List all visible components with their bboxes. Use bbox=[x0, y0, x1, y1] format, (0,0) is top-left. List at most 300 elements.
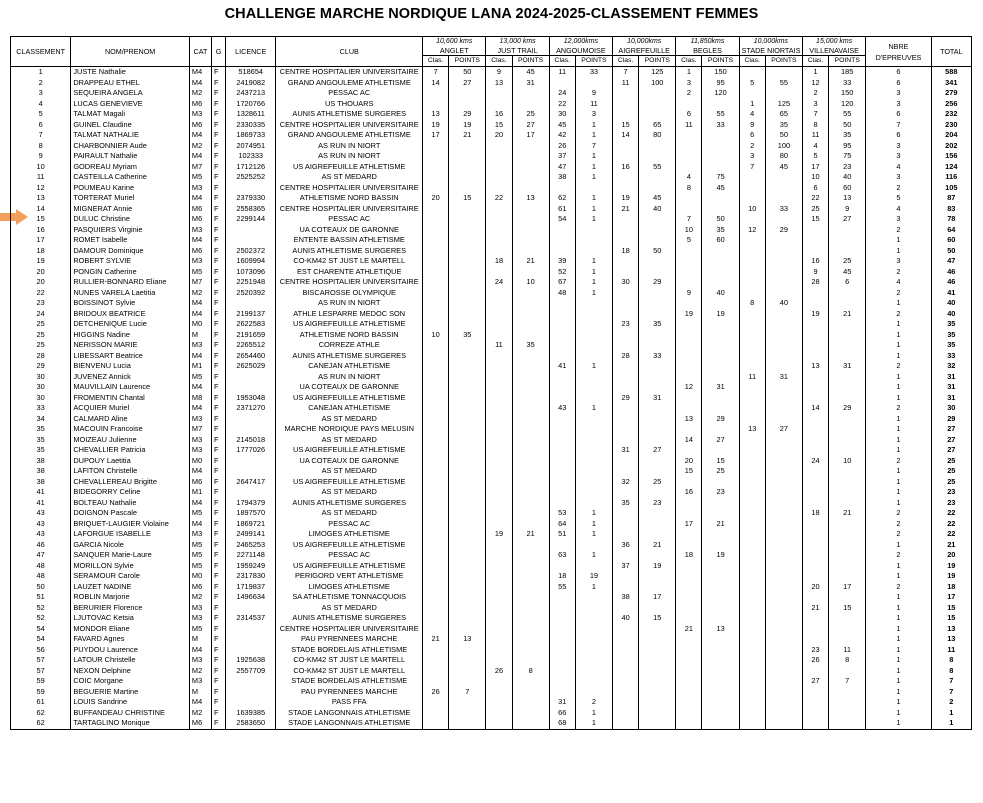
points-cell bbox=[765, 624, 802, 635]
epreuves-cell: 1 bbox=[866, 498, 931, 509]
points-cell: 7 bbox=[575, 141, 612, 152]
points-cell bbox=[512, 372, 549, 383]
points-cell bbox=[765, 613, 802, 624]
clas-cell bbox=[739, 466, 765, 477]
total-cell: 17 bbox=[931, 592, 971, 603]
name-cell: DAMOUR Dominique bbox=[71, 246, 190, 257]
clas-cell: 19 bbox=[486, 529, 512, 540]
clas-cell bbox=[613, 687, 639, 698]
points-cell bbox=[765, 697, 802, 708]
epreuves-cell: 4 bbox=[866, 162, 931, 173]
licence-cell: 1897570 bbox=[226, 508, 276, 519]
clas-cell bbox=[676, 340, 702, 351]
clas-cell bbox=[549, 445, 575, 456]
name-cell: JUSTE Nathalie bbox=[71, 67, 190, 78]
clas-cell bbox=[613, 603, 639, 614]
table-row bbox=[11, 109, 972, 120]
total-cell: 31 bbox=[931, 393, 971, 404]
name-cell: PUYDOU Laurence bbox=[71, 645, 190, 656]
total-cell: 40 bbox=[931, 309, 971, 320]
points-cell bbox=[512, 718, 549, 729]
gender-cell: F bbox=[212, 519, 226, 530]
points-cell: 185 bbox=[829, 67, 866, 78]
clas-cell bbox=[802, 246, 828, 257]
points-cell: 1 bbox=[575, 718, 612, 729]
points-cell: 45 bbox=[829, 267, 866, 278]
header-clas: Clas. bbox=[549, 56, 575, 67]
clas-cell bbox=[486, 288, 512, 299]
clas-cell bbox=[802, 466, 828, 477]
points-cell: 120 bbox=[702, 88, 739, 99]
rank-cell: 46 bbox=[11, 540, 71, 551]
cat-cell: M bbox=[189, 330, 211, 341]
table-row bbox=[11, 655, 972, 666]
cat-cell: M3 bbox=[189, 445, 211, 456]
clas-cell: 21 bbox=[676, 624, 702, 635]
clas-cell bbox=[802, 340, 828, 351]
club-cell: STADE LANGONNAIS ATHLETISME bbox=[276, 708, 423, 719]
points-cell bbox=[639, 183, 676, 194]
licence-cell: 2074951 bbox=[226, 141, 276, 152]
gender-cell: F bbox=[212, 309, 226, 320]
gender-cell: F bbox=[212, 109, 226, 120]
total-cell: 279 bbox=[931, 88, 971, 99]
points-cell bbox=[639, 99, 676, 110]
gender-cell: F bbox=[212, 235, 226, 246]
epreuves-cell: 1 bbox=[866, 718, 931, 729]
points-cell: 10 bbox=[829, 456, 866, 467]
clas-cell bbox=[739, 445, 765, 456]
clas-cell: 7 bbox=[613, 67, 639, 78]
club-cell: AUNIS ATHLETISME SURGERES bbox=[276, 498, 423, 509]
clas-cell bbox=[676, 571, 702, 582]
points-cell bbox=[765, 246, 802, 257]
licence-cell: 2622583 bbox=[226, 319, 276, 330]
clas-cell bbox=[423, 256, 449, 267]
table-row bbox=[11, 666, 972, 677]
licence-cell bbox=[226, 183, 276, 194]
points-cell bbox=[449, 508, 486, 519]
table-row bbox=[11, 687, 972, 698]
rank-cell: 18 bbox=[11, 246, 71, 257]
table-row bbox=[11, 708, 972, 719]
licence-cell: 2499141 bbox=[226, 529, 276, 540]
points-cell bbox=[765, 445, 802, 456]
rank-cell: 56 bbox=[11, 645, 71, 656]
gender-cell: F bbox=[212, 508, 226, 519]
clas-cell: 35 bbox=[613, 498, 639, 509]
points-cell: 1 bbox=[575, 172, 612, 183]
points-cell bbox=[702, 351, 739, 362]
cat-cell: M3 bbox=[189, 340, 211, 351]
points-cell: 33 bbox=[829, 78, 866, 89]
clas-cell bbox=[549, 78, 575, 89]
cat-cell: M3 bbox=[189, 529, 211, 540]
clas-cell bbox=[613, 267, 639, 278]
epreuves-cell: 1 bbox=[866, 246, 931, 257]
clas-cell bbox=[739, 519, 765, 530]
points-cell bbox=[702, 477, 739, 488]
cat-cell: M2 bbox=[189, 88, 211, 99]
clas-cell bbox=[486, 361, 512, 372]
name-cell: NEXON Delphine bbox=[71, 666, 190, 677]
table-row bbox=[11, 393, 972, 404]
clas-cell bbox=[739, 498, 765, 509]
clas-cell bbox=[423, 540, 449, 551]
cat-cell: M4 bbox=[189, 382, 211, 393]
clas-cell bbox=[613, 330, 639, 341]
points-cell: 33 bbox=[639, 351, 676, 362]
points-cell: 45 bbox=[702, 183, 739, 194]
clas-cell bbox=[802, 445, 828, 456]
total-cell: 1 bbox=[931, 718, 971, 729]
points-cell bbox=[702, 687, 739, 698]
clas-cell: 11 bbox=[613, 78, 639, 89]
points-cell: 23 bbox=[639, 498, 676, 509]
clas-cell bbox=[486, 319, 512, 330]
clas-cell bbox=[802, 319, 828, 330]
points-cell bbox=[639, 288, 676, 299]
points-cell bbox=[449, 183, 486, 194]
cat-cell: M3 bbox=[189, 613, 211, 624]
club-cell: CENTRE HOSPITALIER UNIVERSITAIRE bbox=[276, 67, 423, 78]
licence-cell: 2557709 bbox=[226, 666, 276, 677]
points-cell bbox=[765, 456, 802, 467]
points-cell: 65 bbox=[639, 120, 676, 131]
clas-cell bbox=[549, 561, 575, 572]
licence-cell bbox=[226, 697, 276, 708]
licence-cell bbox=[226, 414, 276, 425]
points-cell bbox=[449, 718, 486, 729]
points-cell bbox=[829, 487, 866, 498]
clas-cell: 2 bbox=[739, 141, 765, 152]
clas-cell bbox=[613, 382, 639, 393]
points-cell bbox=[765, 309, 802, 320]
event-venue: ANGOUMOISE bbox=[549, 46, 612, 56]
clas-cell: 52 bbox=[549, 267, 575, 278]
cat-cell: M6 bbox=[189, 582, 211, 593]
table-row bbox=[11, 99, 972, 110]
points-cell bbox=[639, 414, 676, 425]
header-clas: Clas. bbox=[486, 56, 512, 67]
clas-cell: 18 bbox=[549, 571, 575, 582]
epreuves-cell: 3 bbox=[866, 151, 931, 162]
clas-cell bbox=[486, 298, 512, 309]
club-cell: AS ST MEDARD bbox=[276, 603, 423, 614]
clas-cell bbox=[802, 687, 828, 698]
clas-cell bbox=[613, 151, 639, 162]
points-cell: 1 bbox=[575, 214, 612, 225]
points-cell bbox=[829, 477, 866, 488]
points-cell: 27 bbox=[639, 445, 676, 456]
clas-cell bbox=[486, 655, 512, 666]
club-cell: CANEJAN ATHLETISME bbox=[276, 361, 423, 372]
points-cell bbox=[512, 697, 549, 708]
clas-cell bbox=[676, 613, 702, 624]
club-cell: CENTRE HOSPITALIER UNIVERSITAIRE bbox=[276, 204, 423, 215]
clas-cell bbox=[676, 151, 702, 162]
epreuves-cell: 6 bbox=[866, 67, 931, 78]
epreuves-cell: 2 bbox=[866, 456, 931, 467]
clas-cell bbox=[549, 235, 575, 246]
epreuves-cell: 1 bbox=[866, 393, 931, 404]
gender-cell: F bbox=[212, 319, 226, 330]
gender-cell: F bbox=[212, 687, 226, 698]
name-cell: LATOUR Christelle bbox=[71, 655, 190, 666]
licence-cell: 1639385 bbox=[226, 708, 276, 719]
points-cell bbox=[512, 613, 549, 624]
gender-cell: F bbox=[212, 183, 226, 194]
points-cell: 120 bbox=[829, 99, 866, 110]
cat-cell: M6 bbox=[189, 214, 211, 225]
clas-cell: 15 bbox=[613, 120, 639, 131]
points-cell bbox=[702, 151, 739, 162]
rank-cell: 12 bbox=[11, 183, 71, 194]
clas-cell: 15 bbox=[486, 120, 512, 131]
points-cell bbox=[449, 151, 486, 162]
points-cell bbox=[449, 466, 486, 477]
points-cell bbox=[765, 435, 802, 446]
clas-cell bbox=[739, 456, 765, 467]
clas-cell bbox=[676, 246, 702, 257]
points-cell: 19 bbox=[449, 120, 486, 131]
rank-cell: 62 bbox=[11, 708, 71, 719]
clas-cell bbox=[613, 519, 639, 530]
clas-cell bbox=[802, 519, 828, 530]
points-cell bbox=[449, 172, 486, 183]
clas-cell bbox=[613, 582, 639, 593]
points-cell bbox=[512, 403, 549, 414]
epreuves-cell: 2 bbox=[866, 361, 931, 372]
total-cell: 105 bbox=[931, 183, 971, 194]
clas-cell bbox=[486, 561, 512, 572]
points-cell bbox=[575, 435, 612, 446]
name-cell: POUMEAU Karine bbox=[71, 183, 190, 194]
points-cell bbox=[765, 466, 802, 477]
clas-cell: 7 bbox=[802, 109, 828, 120]
clas-cell bbox=[802, 330, 828, 341]
header-clas: Clas. bbox=[739, 56, 765, 67]
clas-cell bbox=[676, 204, 702, 215]
rank-cell: 41 bbox=[11, 498, 71, 509]
event-distance: 10,000kms bbox=[739, 37, 802, 47]
event-distance: 15,000 kms bbox=[802, 37, 865, 47]
rank-cell: 11 bbox=[11, 172, 71, 183]
gender-cell: F bbox=[212, 445, 226, 456]
points-cell bbox=[639, 88, 676, 99]
rank-cell: 38 bbox=[11, 456, 71, 467]
points-cell bbox=[449, 246, 486, 257]
gender-cell: F bbox=[212, 162, 226, 173]
table-row bbox=[11, 183, 972, 194]
name-cell: COIC Morgane bbox=[71, 676, 190, 687]
clas-cell bbox=[802, 666, 828, 677]
points-cell bbox=[575, 498, 612, 509]
gender-cell: F bbox=[212, 571, 226, 582]
points-cell bbox=[639, 151, 676, 162]
points-cell: 10 bbox=[512, 277, 549, 288]
name-cell: MORILLON Sylvie bbox=[71, 561, 190, 572]
licence-cell: 2371270 bbox=[226, 403, 276, 414]
licence-cell: 518654 bbox=[226, 67, 276, 78]
clas-cell bbox=[613, 183, 639, 194]
header-points: POINTS bbox=[449, 56, 486, 67]
rank-cell: 6 bbox=[11, 120, 71, 131]
clas-cell bbox=[549, 613, 575, 624]
clas-cell: 3 bbox=[802, 99, 828, 110]
cat-cell: M7 bbox=[189, 277, 211, 288]
clas-cell bbox=[739, 676, 765, 687]
name-cell: MONDOR Eliane bbox=[71, 624, 190, 635]
epreuves-cell: 1 bbox=[866, 540, 931, 551]
clas-cell bbox=[486, 718, 512, 729]
clas-cell: 5 bbox=[676, 235, 702, 246]
name-cell: TARTAGLINO Monique bbox=[71, 718, 190, 729]
points-cell bbox=[765, 330, 802, 341]
epreuves-cell: 2 bbox=[866, 267, 931, 278]
cat-cell: M bbox=[189, 634, 211, 645]
clas-cell: 43 bbox=[549, 403, 575, 414]
points-cell bbox=[702, 697, 739, 708]
clas-cell bbox=[613, 235, 639, 246]
clas-cell bbox=[676, 655, 702, 666]
points-cell: 95 bbox=[829, 141, 866, 152]
clas-cell bbox=[423, 718, 449, 729]
clas-cell: 16 bbox=[802, 256, 828, 267]
clas-cell bbox=[486, 477, 512, 488]
rank-cell: 34 bbox=[11, 414, 71, 425]
points-cell bbox=[829, 687, 866, 698]
points-cell: 21 bbox=[639, 540, 676, 551]
name-cell: TALMAT NATHALIE bbox=[71, 130, 190, 141]
points-cell bbox=[765, 603, 802, 614]
clas-cell bbox=[676, 508, 702, 519]
cat-cell: M6 bbox=[189, 477, 211, 488]
clas-cell bbox=[549, 487, 575, 498]
name-cell: SANQUER Marie-Laure bbox=[71, 550, 190, 561]
clas-cell bbox=[676, 582, 702, 593]
club-cell: AS ST MEDARD bbox=[276, 487, 423, 498]
points-cell: 1 bbox=[575, 120, 612, 131]
points-cell bbox=[829, 571, 866, 582]
licence-cell: 2299144 bbox=[226, 214, 276, 225]
gender-cell: F bbox=[212, 361, 226, 372]
clas-cell bbox=[676, 298, 702, 309]
name-cell: TORTERAT Muriel bbox=[71, 193, 190, 204]
table-row bbox=[11, 277, 972, 288]
points-cell bbox=[512, 414, 549, 425]
points-cell bbox=[829, 561, 866, 572]
licence-cell: 2654460 bbox=[226, 351, 276, 362]
licence-cell: 2419082 bbox=[226, 78, 276, 89]
club-cell: AS RUN IN NIORT bbox=[276, 372, 423, 383]
licence-cell: 1869721 bbox=[226, 519, 276, 530]
clas-cell bbox=[486, 309, 512, 320]
clas-cell: 9 bbox=[802, 267, 828, 278]
clas-cell bbox=[676, 330, 702, 341]
cat-cell: M4 bbox=[189, 298, 211, 309]
points-cell bbox=[512, 361, 549, 372]
rank-cell: 30 bbox=[11, 382, 71, 393]
points-cell bbox=[765, 214, 802, 225]
cat-cell: M6 bbox=[189, 246, 211, 257]
epreuves-cell: 1 bbox=[866, 666, 931, 677]
table-row bbox=[11, 193, 972, 204]
clas-cell bbox=[423, 162, 449, 173]
epreuves-cell: 2 bbox=[866, 582, 931, 593]
clas-cell bbox=[613, 403, 639, 414]
total-cell: 22 bbox=[931, 508, 971, 519]
clas-cell bbox=[486, 151, 512, 162]
total-cell: 8 bbox=[931, 655, 971, 666]
points-cell bbox=[702, 634, 739, 645]
points-cell: 13 bbox=[449, 634, 486, 645]
points-cell: 31 bbox=[639, 393, 676, 404]
clas-cell: 38 bbox=[613, 592, 639, 603]
rank-cell: 8 bbox=[11, 141, 71, 152]
cat-cell: M8 bbox=[189, 393, 211, 404]
points-cell bbox=[512, 477, 549, 488]
clas-cell bbox=[676, 634, 702, 645]
clas-cell bbox=[423, 267, 449, 278]
cat-cell: M4 bbox=[189, 235, 211, 246]
epreuves-cell: 3 bbox=[866, 214, 931, 225]
clas-cell bbox=[802, 498, 828, 509]
clas-cell: 6 bbox=[676, 109, 702, 120]
licence-cell bbox=[226, 456, 276, 467]
licence-cell: 1925638 bbox=[226, 655, 276, 666]
cat-cell: M5 bbox=[189, 540, 211, 551]
points-cell bbox=[765, 382, 802, 393]
table-row bbox=[11, 624, 972, 635]
points-cell bbox=[702, 372, 739, 383]
clas-cell bbox=[423, 288, 449, 299]
points-cell bbox=[575, 561, 612, 572]
clas-cell bbox=[423, 99, 449, 110]
licence-cell bbox=[226, 487, 276, 498]
licence-cell: 2251948 bbox=[226, 277, 276, 288]
epreuves-cell: 1 bbox=[866, 382, 931, 393]
clas-cell bbox=[549, 183, 575, 194]
rank-cell: 28 bbox=[11, 351, 71, 362]
points-cell: 11 bbox=[575, 99, 612, 110]
rank-cell: 57 bbox=[11, 655, 71, 666]
cat-cell: M7 bbox=[189, 424, 211, 435]
cat-cell: M4 bbox=[189, 151, 211, 162]
table-row bbox=[11, 67, 972, 78]
table-row bbox=[11, 330, 972, 341]
event-venue: BEGLES bbox=[676, 46, 739, 56]
points-cell bbox=[449, 571, 486, 582]
points-cell bbox=[512, 498, 549, 509]
rank-cell: 52 bbox=[11, 603, 71, 614]
gender-cell: F bbox=[212, 225, 226, 236]
total-cell: 46 bbox=[931, 277, 971, 288]
epreuves-cell: 7 bbox=[866, 120, 931, 131]
clas-cell: 1 bbox=[739, 99, 765, 110]
clas-cell bbox=[486, 634, 512, 645]
clas-cell bbox=[549, 225, 575, 236]
clas-cell bbox=[739, 624, 765, 635]
clas-cell: 1 bbox=[676, 67, 702, 78]
name-cell: MAUVILLAIN Laurence bbox=[71, 382, 190, 393]
clas-cell bbox=[739, 592, 765, 603]
points-cell bbox=[639, 718, 676, 729]
total-cell: 124 bbox=[931, 162, 971, 173]
club-cell: STADE BORDELAIS ATHLETISME bbox=[276, 645, 423, 656]
club-cell: UA COTEAUX DE GARONNE bbox=[276, 456, 423, 467]
cat-cell: M4 bbox=[189, 466, 211, 477]
